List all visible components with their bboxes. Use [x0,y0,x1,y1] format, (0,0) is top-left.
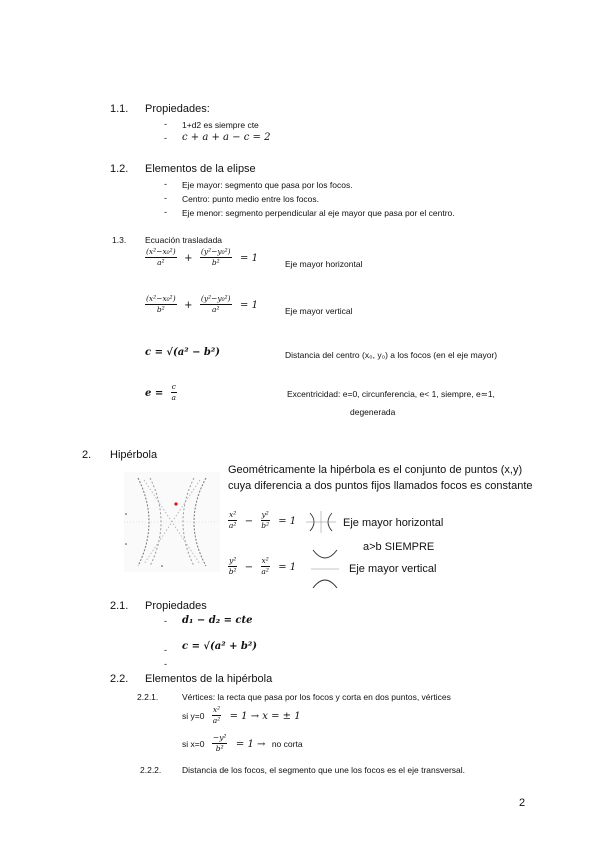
equation: c + a + a − c = 2 [182,132,271,143]
numerator: (x²−x₀²) [146,247,176,256]
denominator: b² [211,257,220,267]
hyperbola-sketch [124,472,220,572]
equation-label: Excentricidad: e=0, circunferencia, e< 1, siempre, e≃1, [287,389,495,399]
bullet-dash: - [164,193,167,203]
section-number: 2.2. [110,673,129,685]
section-title: Propiedades: [145,103,210,115]
bullet-dash: - [164,179,167,189]
equation: c = √(a² + b²) [182,641,258,652]
equation-label: Eje mayor horizontal [343,517,444,529]
section-title: Elementos de la elipse [145,163,256,175]
numerator: c [171,382,176,391]
dot-mark [125,513,127,515]
numerator: y² [261,510,269,519]
section-number: 2.1. [110,600,129,612]
list-item: Eje mayor: segmento que pasa por los focos. [182,180,353,190]
equation-rhs: = 1 [240,253,258,265]
denominator: b² [261,520,270,530]
denominator: a² [157,257,165,267]
denominator: a² [261,566,269,576]
note-text: a>b SIEMPRE [363,541,435,553]
definition-text: cuya diferencia a dos puntos fijos llamados focos es constante [228,480,533,492]
bullet-dash: - [164,133,167,143]
numerator: x² [212,705,221,714]
section-title: Propiedades [145,600,207,612]
numerator: (y²−y₀²) [200,294,231,303]
equation-rhs: = 1 [278,516,297,528]
list-item: Eje menor: segmento perpendicular al eje mayor que pasa por el centro. [182,208,455,218]
equation-rhs: = 1 [240,300,258,312]
case-prefix: si x=0 [182,739,205,750]
denominator: b² [156,304,165,314]
numerator: x² [229,510,237,519]
horizontal-hyperbola-icon [306,511,336,533]
section-number: 2. [82,449,92,461]
dot-mark [125,543,127,545]
hyperbola-equation-vertical: $\frac{\text{y²}}{\text{b²}}$ − $\frac{\text{x²}}{\text{a²}}$ = 1 [228,556,297,576]
equation-label: Eje mayor horizontal [285,259,363,269]
case-result: = 1 → [235,739,266,751]
denominator: a² [228,520,237,530]
equation-rhs: = 1 [278,562,297,574]
section-number: 1.3. [112,235,127,245]
subsection-number: 2.2.2. [140,765,162,775]
subsection-text: Distancia de los focos, el segmento que une los focos es el eje transversal. [182,765,466,775]
equation-label: degenerada [350,407,396,417]
section-title: Ecuación trasladada [145,235,223,245]
focus-point [174,502,177,505]
denominator: b² [215,743,224,753]
subsection-number: 2.2.1. [137,692,159,702]
equation-lhs: e = [145,388,164,400]
vertical-hyperbola-icon [311,548,339,590]
denominator: a² [212,304,220,314]
subsection-text: Vértices: la recta que pasa por los focos y corta en dos puntos, vértices [182,692,451,702]
hyperbola-equation-horizontal: $\frac{\text{x²}}{\text{a²}}$ − $\frac{\text{y²}}{\text{b²}}$ = 1 [228,510,297,530]
section-title: Hipérbola [110,449,158,461]
equation-label: Eje mayor vertical [285,306,353,316]
numerator: x² [261,556,269,565]
case-suffix: no corta [271,739,303,750]
bullet-dash: - [164,616,167,626]
bullet-dash: - [164,119,167,129]
numerator: y² [229,556,237,565]
case-prefix: si y=0 [182,711,205,722]
denominator: b² [228,566,237,576]
case-result: = 1 → x = ± 1 [229,711,301,723]
bullet-dash: - [164,659,167,669]
numerator: (y²−y₀²) [200,247,231,256]
bullet-dash: - [164,207,167,217]
numerator: −y² [212,733,227,742]
dot-mark [161,565,163,567]
denominator: a [171,392,177,402]
bullet-dash: - [164,645,167,655]
ellipse-equation-vertical: $\frac{\text{(x²−x₀²)}}{\text{b²}}$ + $\frac{\text{(y²−y₀²)}}{\text{a²}}$ = 1 [146,294,258,314]
list-item: Centro: punto medio entre los focos. [182,194,320,204]
section-number: 1.1. [110,103,129,115]
definition-text: Geométricamente la hipérbola es el conjunto de puntos (x,y) [228,464,523,476]
list-item: 1+d2 es siempre cte [182,120,259,130]
equation-label: Distancia del centro (x₀, y₀) a los focos (en el eje mayor) [285,350,498,360]
section-number: 1.2. [110,163,129,175]
section-title: Elementos de la hipérbola [145,673,273,685]
page-number: 2 [519,797,526,809]
equation-label: Eje mayor vertical [349,563,437,575]
eccentricity-equation [145,383,177,401]
vertex-case-x0 [182,734,303,752]
ellipse-equation-horizontal: $\frac{\text{(x²−x₀²)}}{\text{a²}}$ + $\frac{\text{(y²−y₀²)}}{\text{b²}}$ = 1 [146,247,258,267]
equation: d₁ − d₂ = cte [182,615,253,626]
vertex-case-y0 [182,706,301,724]
numerator: (x²−x₀²) [146,294,176,303]
denominator: a² [212,715,221,725]
focal-distance-equation: c = √(a² − b²) [145,347,221,358]
